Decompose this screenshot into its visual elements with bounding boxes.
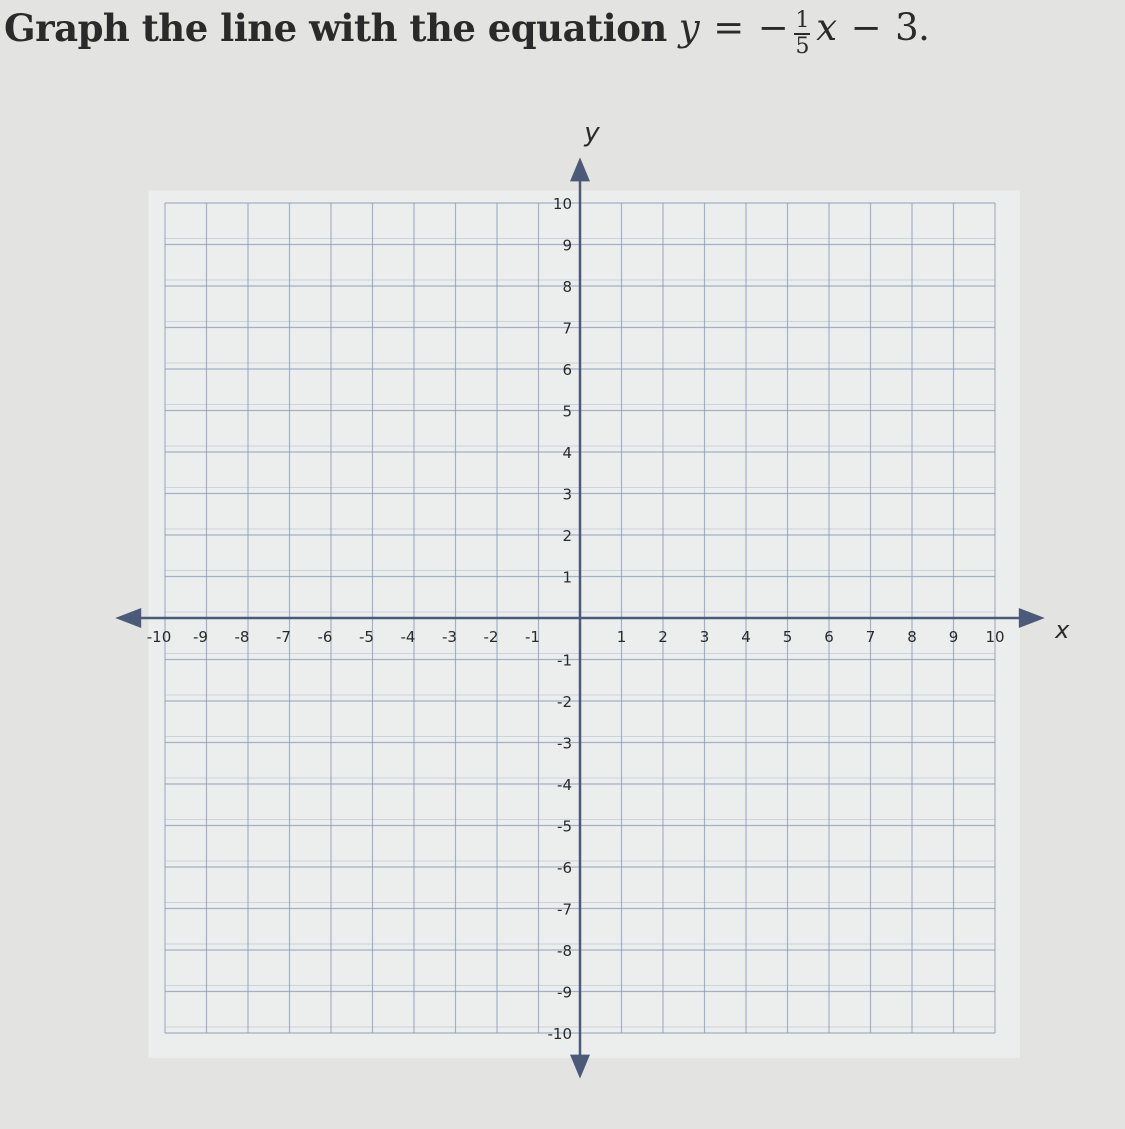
- problem-text: Graph the line with the equation: [4, 6, 667, 50]
- y-tick-label: 10: [552, 195, 572, 213]
- x-tick-label: 2: [658, 628, 668, 646]
- x-tick-label: -10: [146, 628, 172, 646]
- x-tick-label: 6: [824, 628, 834, 646]
- y-tick-label: -1: [557, 651, 572, 670]
- x-tick-label: -4: [400, 628, 416, 646]
- equation-minus: −: [850, 6, 882, 49]
- x-tick-label: -1: [525, 628, 540, 646]
- y-tick-label: -5: [557, 817, 572, 836]
- y-tick-label: -7: [557, 900, 572, 919]
- x-tick-label: -5: [359, 628, 374, 646]
- y-tick-label: 2: [562, 527, 572, 545]
- x-axis-right-arrow: [1019, 608, 1045, 628]
- x-axis-label: x: [1055, 616, 1070, 644]
- y-tick-label: 7: [562, 319, 572, 338]
- y-tick-label: -10: [547, 1025, 572, 1043]
- y-tick-label: -2: [557, 693, 572, 711]
- x-tick-label: 5: [782, 628, 793, 646]
- graph-paper: [148, 191, 1020, 1058]
- x-tick-label: 1: [616, 628, 627, 646]
- y-tick-label: 4: [562, 444, 572, 462]
- x-tick-label: -6: [317, 628, 333, 646]
- y-axis-label: y: [584, 117, 600, 148]
- y-tick-label: -9: [557, 983, 572, 1002]
- y-tick-label: -8: [557, 942, 572, 960]
- y-tick-label: -4: [557, 776, 572, 794]
- y-tick-label: 9: [562, 236, 572, 255]
- x-tick-label: -7: [276, 628, 291, 646]
- x-tick-label: 8: [907, 628, 917, 646]
- fraction-numerator: 1: [795, 8, 809, 33]
- y-tick-label: 8: [562, 278, 572, 296]
- x-tick-label: 9: [948, 628, 959, 646]
- x-tick-label: 3: [699, 628, 710, 646]
- x-tick-label: 7: [865, 628, 876, 646]
- equation-y: y: [678, 6, 700, 49]
- x-tick-label: -8: [234, 628, 250, 646]
- fraction-denominator: 5: [795, 34, 809, 59]
- equation-equals: =: [713, 6, 744, 49]
- y-tick-label: 6: [562, 361, 572, 379]
- y-tick-label: 1: [562, 568, 572, 587]
- y-tick-label: -6: [557, 859, 572, 877]
- y-tick-label: -3: [557, 734, 572, 753]
- y-axis-down-arrow: [570, 1055, 590, 1079]
- equation-constant: 3.: [895, 6, 930, 49]
- x-tick-label: 10: [985, 628, 1005, 646]
- x-tick-label: -9: [193, 628, 208, 646]
- y-tick-label: 3: [562, 485, 572, 504]
- x-tick-label: -2: [483, 628, 499, 646]
- x-axis-left-arrow: [115, 608, 141, 628]
- y-tick-label: 5: [562, 402, 572, 421]
- equation-x: x: [816, 6, 837, 49]
- y-axis-up-arrow: [570, 157, 590, 181]
- equation-negative-sign: −: [757, 6, 789, 49]
- x-tick-label: -3: [442, 628, 457, 646]
- x-tick-label: 4: [741, 628, 751, 646]
